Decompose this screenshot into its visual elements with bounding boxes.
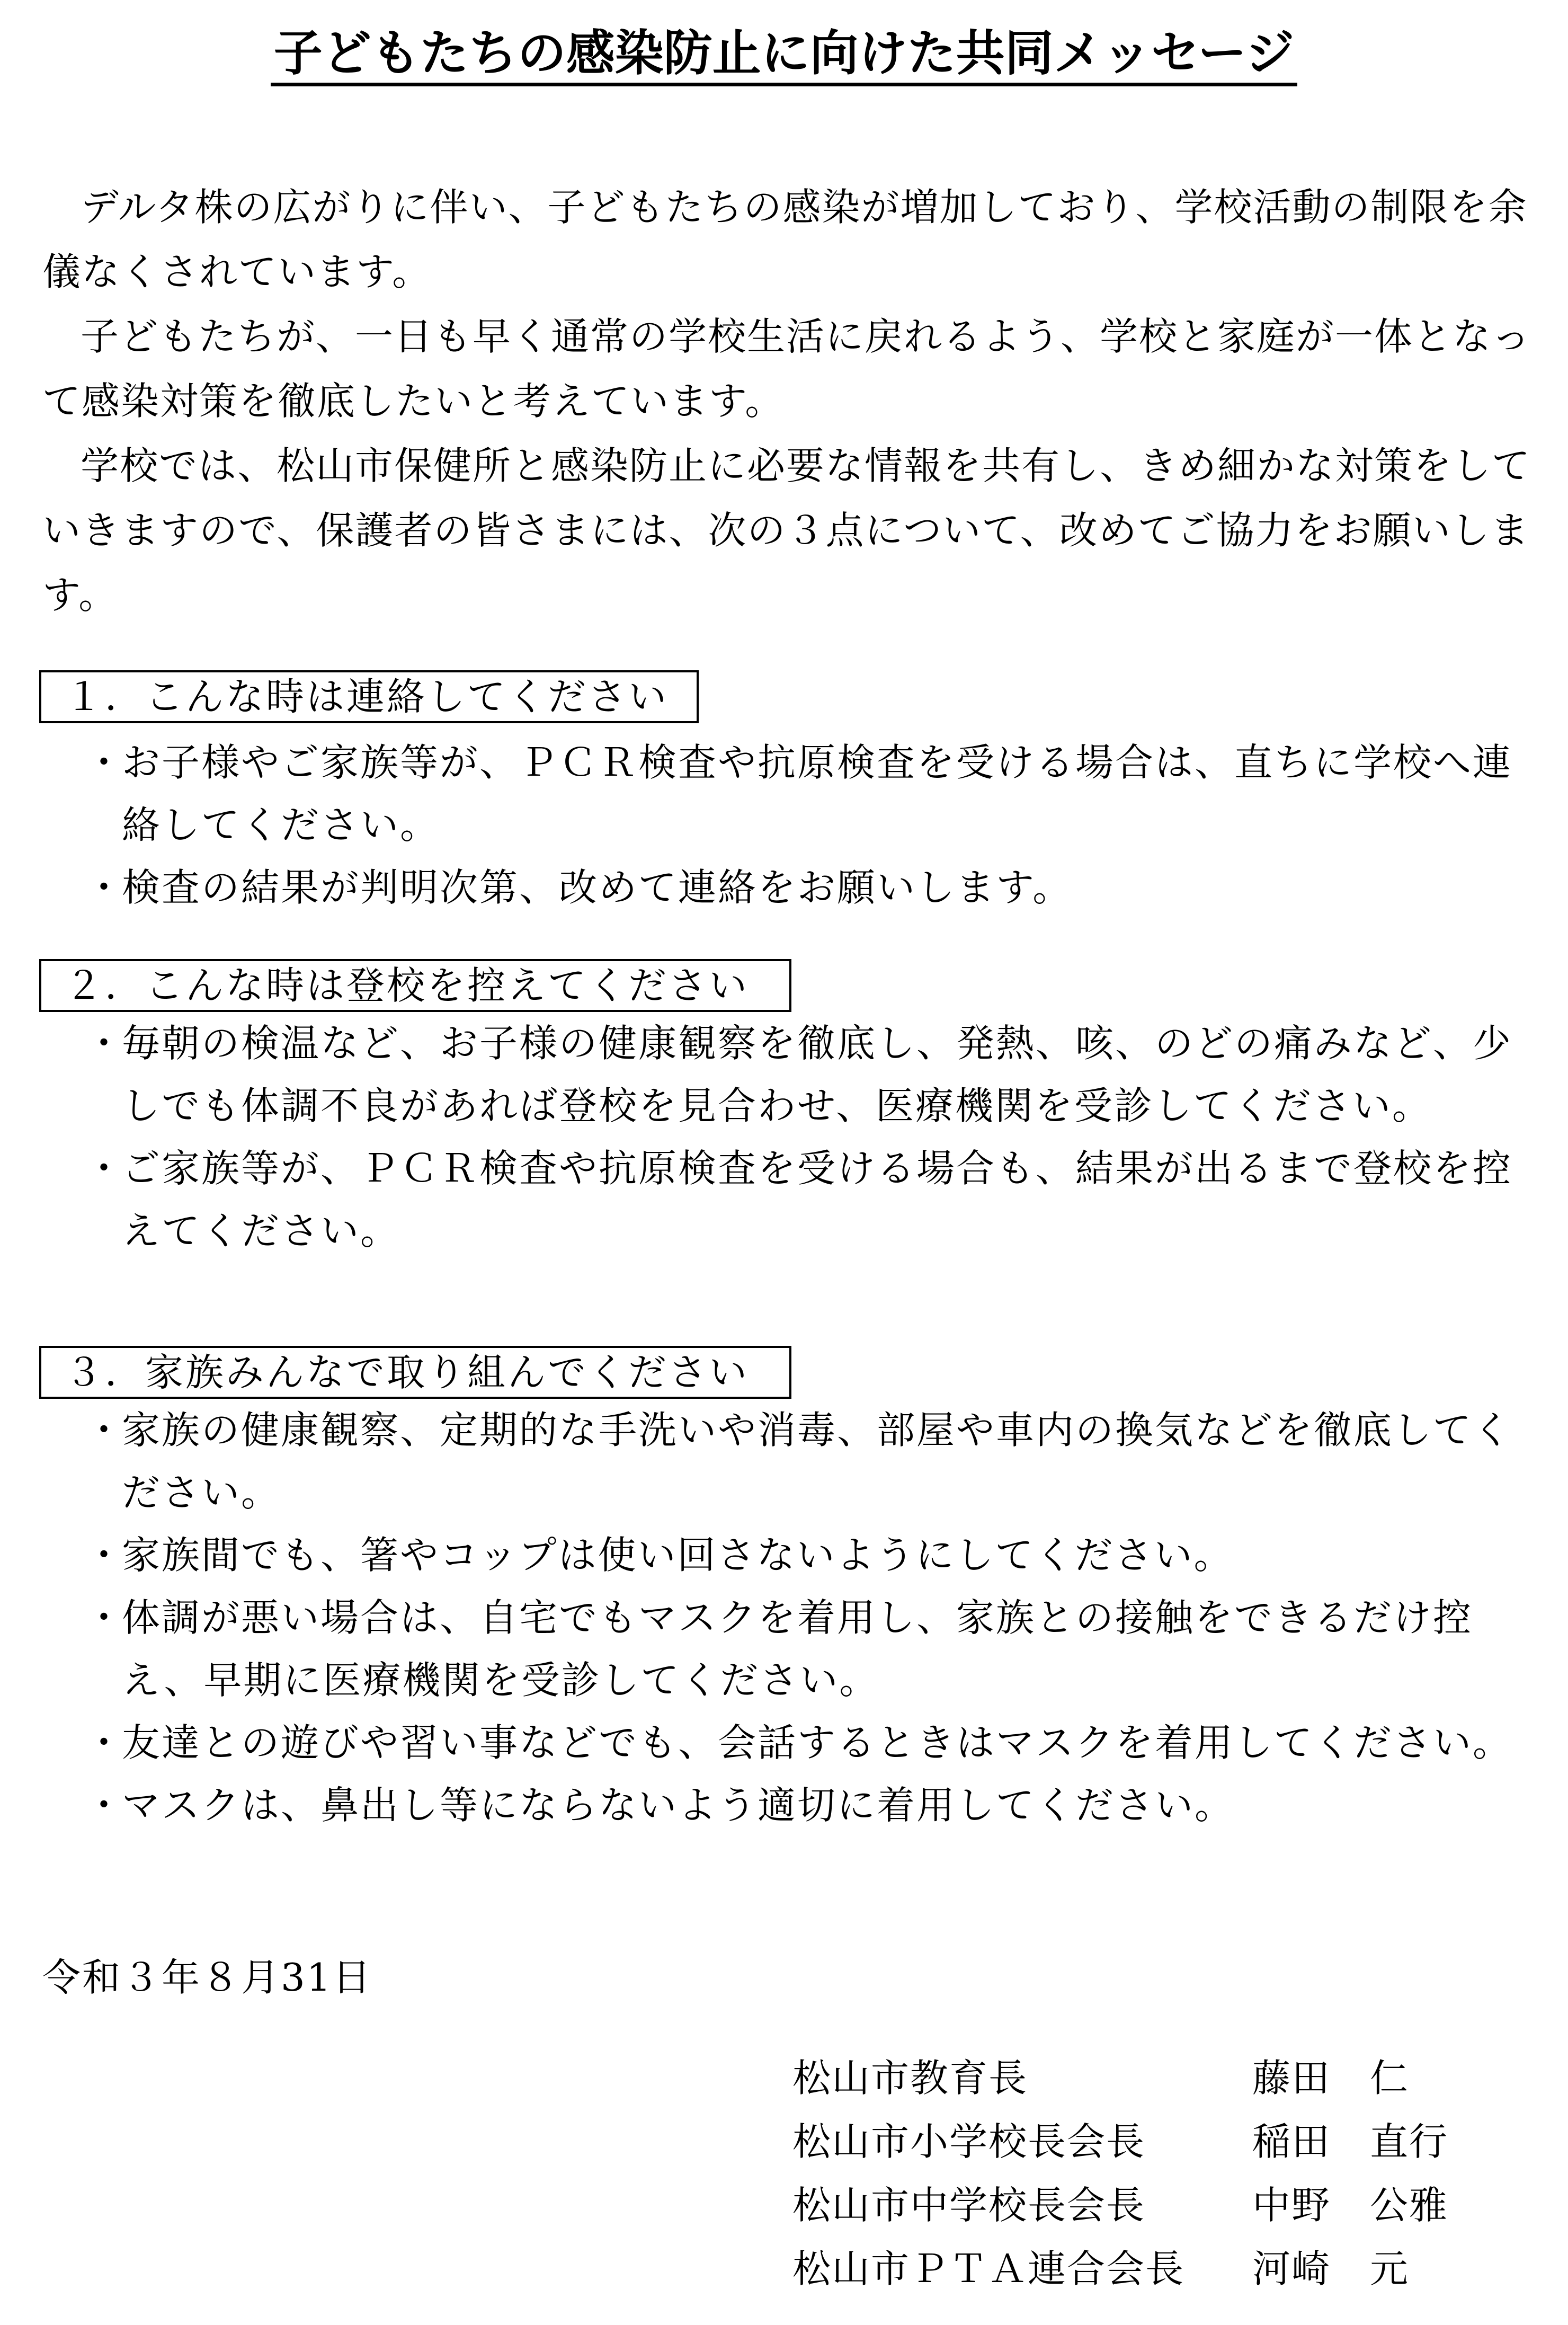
bullet-mark: ・ (85, 865, 125, 910)
bullet-mark: ・ (85, 1783, 125, 1827)
signer-row (792, 2046, 1448, 2110)
section-1-bullets (85, 731, 1515, 919)
section-2-bullets (85, 1012, 1515, 1262)
list-item-text: ご家族等が、ＰＣＲ検査や抗原検査を受ける場合も、結果が出るまで登校を控えてください。 (122, 1146, 1513, 1253)
list-item-text: 体調が悪い場合は、自宅でもマスクを着用し、家族との接触をできるだけ控え、早期に医療機関を受診してください。 (122, 1595, 1473, 1702)
bullet-mark: ・ (85, 1408, 125, 1452)
list-item (85, 1524, 1515, 1586)
bullet-mark: ・ (85, 1720, 125, 1765)
document-title (0, 16, 1568, 90)
list-item-text: マスクは、鼻出し等にならないよう適切に着用してください。 (122, 1783, 1235, 1827)
list-item (85, 731, 1515, 856)
signer-name: 河崎 元 (1252, 2247, 1410, 2291)
section-heading-1: １．こんな時は連絡してください (39, 670, 699, 723)
list-item-text: お子様やご家族等が、ＰＣＲ検査や抗原検査を受ける場合は、直ちに学校へ連絡してください。 (122, 740, 1513, 847)
list-item-text: 家族間でも、箸やコップは使い回さないようにしてください。 (122, 1533, 1234, 1577)
intro-text (42, 175, 1536, 627)
signer-row (792, 2237, 1448, 2301)
list-item (85, 1137, 1515, 1262)
section-heading-2: ２．こんな時は登校を控えてください (39, 959, 791, 1012)
intro-paragraph: 子どもたちが、一日も早く通常の学校生活に戻れるよう、学校と家庭が一体となって感染対策を徹底したいと考えています。 (42, 314, 1531, 423)
intro-paragraph: 学校では、松山市保健所と感染防止に必要な情報を共有し、きめ細かな対策をしていきますので、保護者の皆さまには、次の３点について、改めてご協力をお願いします。 (42, 443, 1531, 617)
signer-row (792, 2110, 1448, 2173)
bullet-mark: ・ (85, 1021, 125, 1066)
signer-org: 松山市小学校長会長 (792, 2119, 1146, 2164)
list-item (85, 1399, 1515, 1524)
document-title-text: 子どもたちの感染防止に向けた共同メッセージ (271, 24, 1297, 86)
list-item (85, 856, 1515, 919)
bullet-mark: ・ (85, 740, 125, 785)
list-item (85, 1711, 1515, 1774)
list-item-text: 家族の健康観察、定期的な手洗いや消毒、部屋や車内の換気などを徹底してください。 (122, 1408, 1513, 1515)
list-item-text: 友達との遊びや習い事などでも、会話するときはマスクを着用してください。 (122, 1720, 1513, 1765)
signer-row (792, 2173, 1448, 2237)
bullet-mark: ・ (85, 1146, 125, 1191)
bullet-mark: ・ (85, 1533, 125, 1577)
list-item (85, 1586, 1515, 1711)
signer-name: 藤田 仁 (1252, 2056, 1410, 2100)
list-item-text: 毎朝の検温など、お子様の健康観察を徹底し、発熱、咳、のどの痛みなど、少しでも体調不良があれば登校を見合わせ、医療機関を受診してください。 (122, 1021, 1513, 1128)
bullet-mark: ・ (85, 1595, 125, 1640)
document-date: 令和３年８月31日 (42, 1955, 372, 2000)
section-heading-3: ３．家族みんなで取り組んでください (39, 1346, 791, 1399)
list-item (85, 1774, 1515, 1836)
section-3-bullets (85, 1399, 1515, 1836)
list-item-text: 検査の結果が判明次第、改めて連絡をお願いします。 (122, 865, 1073, 910)
list-item (85, 1012, 1515, 1137)
signer-org: 松山市中学校長会長 (792, 2183, 1146, 2228)
signer-name: 中野 公雅 (1252, 2183, 1449, 2228)
signers-block (792, 2046, 1448, 2301)
intro-paragraph: デルタ株の広がりに伴い、子どもたちの感染が増加しており、学校活動の制限を余儀なくされています。 (42, 185, 1528, 294)
signer-org: 松山市ＰＴＡ連合会長 (792, 2247, 1185, 2291)
signer-org: 松山市教育長 (792, 2056, 1028, 2100)
signer-name: 稲田 直行 (1252, 2119, 1449, 2164)
